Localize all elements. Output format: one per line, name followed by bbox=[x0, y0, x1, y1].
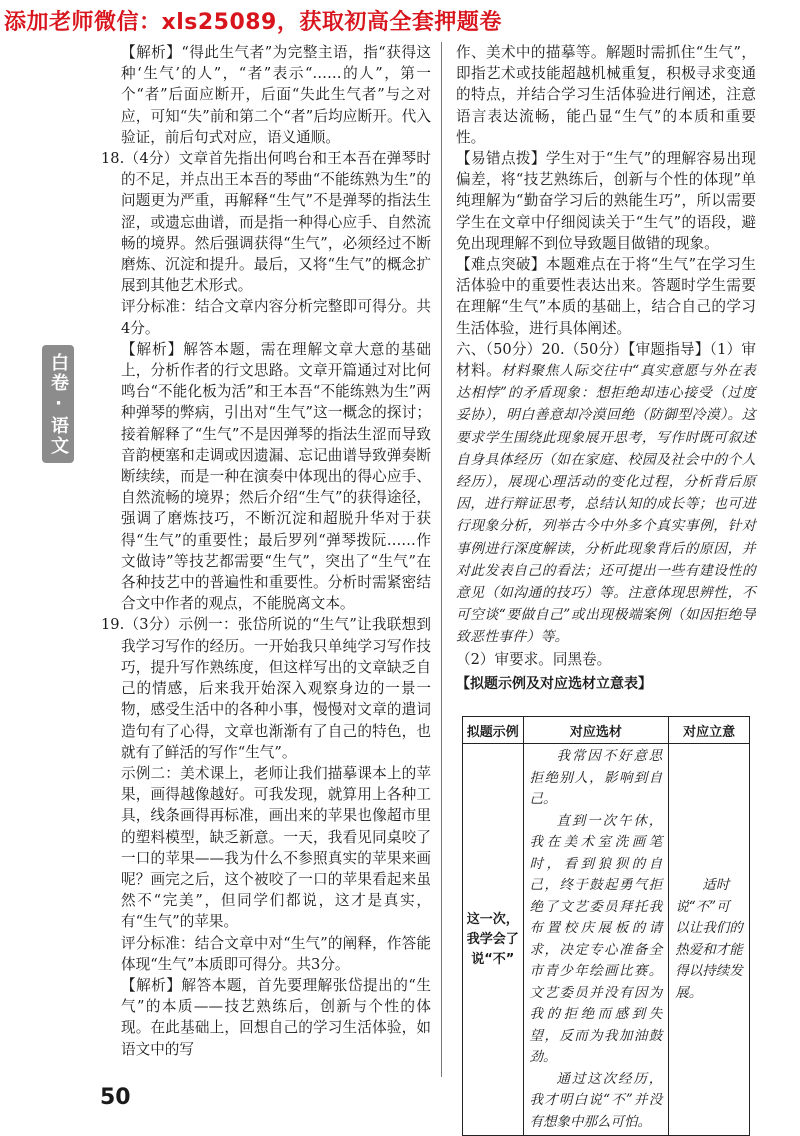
material-line: 我常因不好意思拒绝别人，影响到自己。 bbox=[529, 748, 663, 807]
answer-19-example-2: 示例二：美术课上，老师让我们描摹课本上的苹果，画得越像越好。可我发现，就算用上各种工具，线条画得再标准，画出来的苹果也像超市里的塑料模型，缺乏新意。一天，我看见同桌咬了一口的苹果——我为什么不参照真实的苹果来画呢？画完之后，这个被咬了一口的苹果看起来虽然不“完美”，但同学们都说，这才是真实，有“生气”的苹果。 bbox=[121, 764, 431, 931]
analysis-18: 【解析】解答本题，需在理解文章大意的基础上，分析作者的行文思路。文章开篇通过对比何鸣台“不能化板为活”和王本吾“不能练熟为生”两种弹琴的弊病，引出对“生气”这一概念的探讨；接着解释了“生气”不是因弹琴的指法生涩而导致音韵梗塞和走调或因遗漏、忘记曲谱导致弹奏断断续续，而是一种在演奏中体现出的得心应手、自然流畅的境界；然后介绍“生气”的获得途径，强调了磨炼技巧，不断沉淀和超脱升华对于获得“生气”的重要性；最后罗列“弹琴拨阮……作文做诗”等技艺都需要“生气”，突出了“生气”在各种技艺中的普遍性和重要性。分析时需紧密结合文中作者的观点，不能脱离文本。 bbox=[121, 340, 431, 613]
answer-19: 19.（3分）示例一：张岱所说的“生气”让我联想到我学习写作的经历。一开始我只单纯学习写作技巧，提升写作熟练度，但这样写出的文章缺乏自己的情感，后来我开始深入观察身边的一景一物，感受生活中的各种小事，慢慢对文章的遣词造句有了心得，文章也渐渐有了自己的特色，也就有了鲜活的写作“生气”。 bbox=[101, 616, 431, 761]
scoring-18: 评分标准：结合文章内容分析完整即可得分。共4分。 bbox=[121, 298, 431, 337]
essay-question-20 bbox=[456, 339, 756, 649]
material-analysis: 材料聚焦人际交往中“真实意愿与外在表达相悖”的矛盾现象：想拒绝却违心接受（过度妥协），明白善意却冷漠回绝（防御型冷漠）。这要求学生围绕此现象展开思考，写作时既可叙述自身具体经历（如在家庭、校园及社会中的个人经历），展现心理活动的变化过程，分析背后原因，进行辩证思考，总结认知的成长等；也可进行现象分析，列举古今中外多个真实事例，针对事例进行深度解读，分析此现象背后的原因，并对此发表自己的看法；还可提出一些有建设性的意见（如沟通的技巧）等。注意体现思辨性，不可空谈“要做自己”或出现极端案例（如因拒绝导致恶性事件）等。 bbox=[456, 363, 756, 646]
column-divider bbox=[441, 42, 442, 1077]
table-header: 对应选材 bbox=[523, 717, 669, 744]
table-header: 拟题示例 bbox=[463, 717, 524, 744]
answer-18: 18.（4分）文章首先指出何鸣台和王本吾在弹琴时的不足，并点出王本吾的琴曲“不能练熟为生”的问题更为严重，再解释“生气”不是弹琴的指法生涩，或遗忘曲谱，而是指一种得心应手、自然流畅的境界。然后强调获得“生气”，必须经过不断磨炼、沉淀和提升。最后，又将“生气”的概念扩展到其他艺术形式。 bbox=[101, 150, 431, 295]
table-row bbox=[463, 744, 750, 1136]
title-example-cell: 这一次，我学会了说“不” bbox=[463, 744, 524, 1136]
material-line: 通过这次经历，我才明白说“不”并没有想象中那么可怕。 bbox=[529, 1070, 663, 1130]
table-header: 对应立意 bbox=[669, 717, 750, 744]
requirement-analysis: （2）审要求。同黑卷。 bbox=[456, 650, 612, 668]
section-side-tab bbox=[42, 345, 74, 463]
difficulty-tip-19: 【难点突破】本题难点在于将“生气”在学习生活体验中的重要性表达出来。答题时学生需要在理解“生气”本质的基础上，结合自己的学习生活体验，进行具体阐述。 bbox=[456, 256, 756, 337]
promo-banner-text: 添加老师微信：xls25089，获取初高全套押题卷 bbox=[4, 10, 502, 35]
analysis-paragraph-17: 【解析】“得此生气者”为完整主语，指“获得这种‘生气’的人”，“者”表示“……的人”，第一个“者”后面应断开，后面“失此生气者”与之对应，可知“失”前和第二个“者”后均应断开。代入验证，前后句式对应，语义通顺。 bbox=[121, 44, 431, 146]
error-tip-19: 【易错点拨】学生对于“生气”的理解容易出现偏差，将“技艺熟练后，创新与个性的体现”单纯理解为“勤奋学习后的熟能生巧”，所以需要学生在文章中仔细阅读关于“生气”的语段，避免出现理解不到位导致题目做错的现象。 bbox=[456, 150, 756, 252]
promo-banner bbox=[0, 0, 800, 38]
analysis-19: 【解析】解答本题，首先要理解张岱提出的“生气”的本质——技艺熟练后，创新与个性的体现。在此基础上，回想自己的学习生活体验，如语文中的写 bbox=[121, 976, 431, 1058]
question-20-heading: 六、（50分）20.（50分）【审题指导】（1）审材料。 bbox=[456, 340, 756, 380]
left-column bbox=[101, 42, 431, 1060]
title-material-table bbox=[462, 716, 750, 1136]
intent-cell bbox=[669, 744, 750, 1136]
right-column bbox=[456, 42, 756, 695]
intent-text: 适时说“不”可以让我们的热爱和才能得以持续发展。 bbox=[675, 877, 743, 1001]
scoring-19: 评分标准：结合文章中对“生气”的阐释，作答能体现“生气”本质即可得分。共3分。 bbox=[121, 934, 431, 973]
material-line: 直到一次午休，我在美术室洗画笔时，看到狼狈的自己，终于鼓起勇气拒绝了文艺委员拜托我布置校庆展板的请求，决定专心准备全市青少年绘画比赛。文艺委员并没有因为我的拒绝而感到失望，反而为我加油鼓劲。 bbox=[529, 812, 663, 1065]
table-header-row bbox=[463, 717, 750, 744]
page-number: 50 bbox=[100, 1085, 131, 1110]
table-title: 【拟题示例及对应选材立意表】 bbox=[456, 675, 652, 692]
analysis-19-continued: 作、美术中的描摹等。解题时需抓住“生气”，即指艺术或技能超越机械重复，积极寻求变通的特点，并结合学习生活体验进行阐述，注意语言表达流畅，能凸显“生气”的本质和重要性。 bbox=[456, 44, 756, 146]
side-tab-label: 白卷·语文 bbox=[48, 352, 69, 456]
material-cell bbox=[523, 744, 669, 1136]
